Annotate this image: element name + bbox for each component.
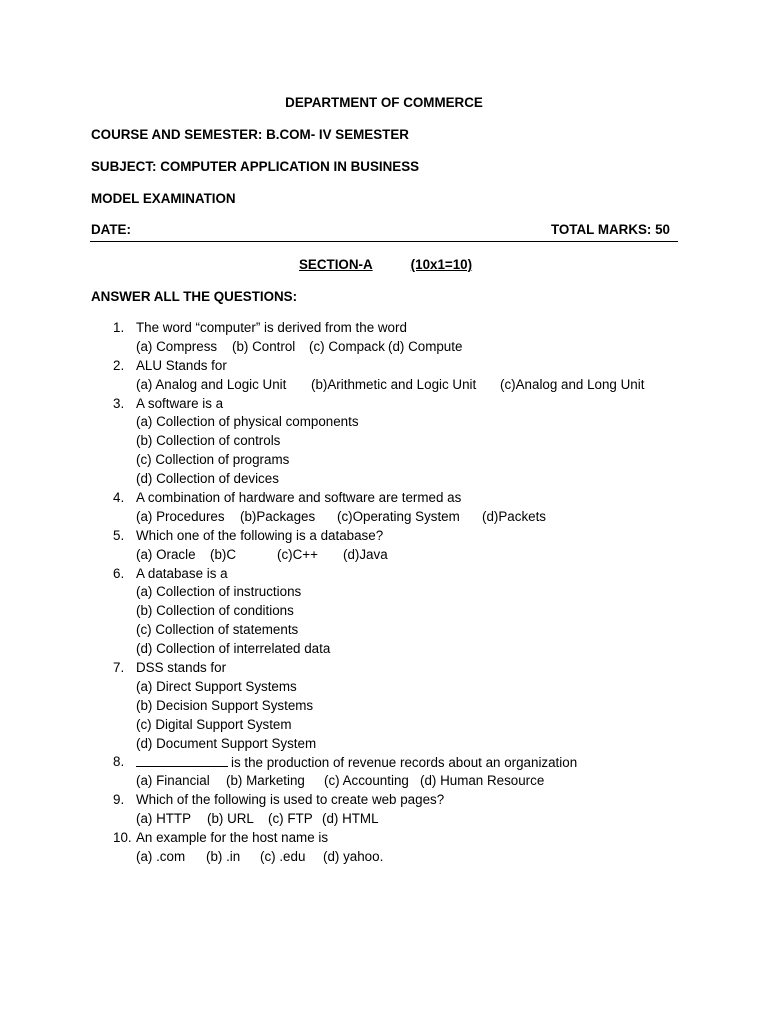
- date-label: DATE:: [91, 222, 131, 237]
- date-marks-row: [90, 222, 678, 242]
- question-item: [0, 357, 768, 395]
- option: (b) Marketing: [226, 773, 305, 789]
- question-item: [0, 527, 768, 565]
- option: (d) Document Support System: [136, 735, 317, 751]
- question-number: 8.: [113, 754, 125, 770]
- question-line: [0, 565, 768, 584]
- question-line: [0, 395, 768, 414]
- question-item: [0, 565, 768, 659]
- option-line: [0, 678, 768, 697]
- option: (b) Control: [232, 338, 296, 354]
- option: (c) Digital Support System: [136, 716, 292, 732]
- option-line: [0, 735, 768, 754]
- option: (c)Analog and Long Unit: [500, 376, 645, 392]
- total-marks: TOTAL MARKS: 50: [550, 222, 670, 237]
- option: (c) .edu: [260, 848, 306, 864]
- section-heading: [299, 257, 472, 272]
- course-line: COURSE AND SEMESTER: B.COM- IV SEMESTER: [91, 127, 409, 142]
- question-text: A database is a: [136, 565, 228, 581]
- option: (d) Collection of devices: [136, 471, 279, 487]
- question-text: An example for the host name is: [136, 830, 329, 846]
- option: (a) Procedures: [136, 508, 225, 524]
- question-number: 3.: [113, 395, 125, 411]
- question-item: [0, 319, 768, 357]
- option: (b)C: [210, 546, 237, 562]
- option-line: [0, 413, 768, 432]
- question-text: ALU Stands for: [136, 357, 227, 373]
- question-text: is the production of revenue records about an organization: [136, 753, 577, 773]
- option: (b) Collection of conditions: [136, 603, 294, 619]
- question-line: [0, 357, 768, 376]
- options-row: [0, 546, 768, 565]
- exam-line: MODEL EXAMINATION: [91, 191, 236, 206]
- option: (b) Decision Support Systems: [136, 697, 314, 713]
- option: (d) HTML: [322, 811, 379, 827]
- option: (a) Analog and Logic Unit: [136, 376, 287, 392]
- option: (d) yahoo.: [323, 848, 384, 864]
- option: (a) Direct Support Systems: [136, 678, 297, 694]
- option: (c) Compack: [309, 338, 385, 354]
- question-number: 7.: [113, 660, 125, 676]
- option: (c) FTP: [268, 811, 313, 827]
- question-text: Which of the following is used to create web pages?: [136, 792, 445, 808]
- option-line: [0, 432, 768, 451]
- question-item: [0, 659, 768, 753]
- question-number: 1.: [113, 320, 125, 335]
- option-line: [0, 621, 768, 640]
- options-row: [0, 508, 768, 527]
- instruction: ANSWER ALL THE QUESTIONS:: [91, 289, 298, 304]
- question-number: 10.: [113, 830, 132, 846]
- options-row: [0, 848, 768, 867]
- section-marks: (10x1=10): [410, 257, 473, 272]
- option: (c)C++: [277, 546, 318, 562]
- question-line: [0, 753, 768, 772]
- option-line: [0, 697, 768, 716]
- question-item: [0, 753, 768, 791]
- question-text: A combination of hardware and software are termed as: [136, 490, 462, 506]
- option: (a) Compress: [136, 338, 218, 354]
- option: (a) .com: [136, 848, 186, 864]
- option: (a) Collection of instructions: [136, 584, 302, 600]
- options-row: [0, 376, 768, 395]
- option: (b) .in: [206, 848, 241, 864]
- question-text: Which one of the following is a database?: [136, 527, 384, 543]
- question-line: [0, 659, 768, 678]
- option: (b) Collection of controls: [136, 433, 281, 449]
- question-item: [0, 395, 768, 489]
- section-title: SECTION-A: [299, 257, 373, 272]
- question-item: [0, 791, 768, 829]
- option: (c) Collection of statements: [136, 622, 299, 638]
- question-line: [0, 527, 768, 546]
- option: (d) Compute: [388, 338, 463, 354]
- option: (c)Operating System: [337, 508, 460, 524]
- question-line: [0, 791, 768, 810]
- question-number: 4.: [113, 490, 125, 506]
- options-row: [0, 338, 768, 357]
- option-line: [0, 640, 768, 659]
- option: (c) Collection of programs: [136, 452, 290, 468]
- question-line: [0, 829, 768, 848]
- option-line: [0, 470, 768, 489]
- option: (b)Arithmetic and Logic Unit: [311, 376, 477, 392]
- question-text: The word “computer” is derived from the word: [136, 320, 407, 335]
- question-line: [0, 489, 768, 508]
- subject-line: SUBJECT: COMPUTER APPLICATION IN BUSINESS: [91, 159, 420, 174]
- option: (d) Human Resource: [420, 773, 545, 789]
- option: (c) Accounting: [324, 773, 409, 789]
- question-item: [0, 829, 768, 867]
- options-row: [0, 772, 768, 791]
- option: (b) URL: [207, 811, 254, 827]
- question-number: 2.: [113, 357, 125, 373]
- question-number: 9.: [113, 792, 125, 808]
- question-line: [0, 319, 768, 338]
- option-line: [0, 583, 768, 602]
- option-line: [0, 451, 768, 470]
- option: (d)Packets: [482, 508, 546, 524]
- option: (d) Collection of interrelated data: [136, 641, 331, 657]
- option: (a) Collection of physical components: [136, 414, 359, 430]
- option: (b)Packages: [240, 508, 316, 524]
- department-title: DEPARTMENT OF COMMERCE: [285, 95, 483, 110]
- question-number: 6.: [113, 565, 125, 581]
- question-text: DSS stands for: [136, 660, 227, 676]
- option: (a) HTTP: [136, 811, 192, 827]
- question-list: [0, 319, 768, 867]
- question-text: A software is a: [136, 395, 224, 411]
- option-line: [0, 602, 768, 621]
- question-item: [0, 489, 768, 527]
- option: (a) Oracle: [136, 546, 196, 562]
- option-line: [0, 716, 768, 735]
- question-number: 5.: [113, 527, 125, 543]
- option: (a) Financial: [136, 773, 210, 789]
- options-row: [0, 810, 768, 829]
- option: (d)Java: [343, 546, 388, 562]
- answer-blank: [136, 753, 228, 767]
